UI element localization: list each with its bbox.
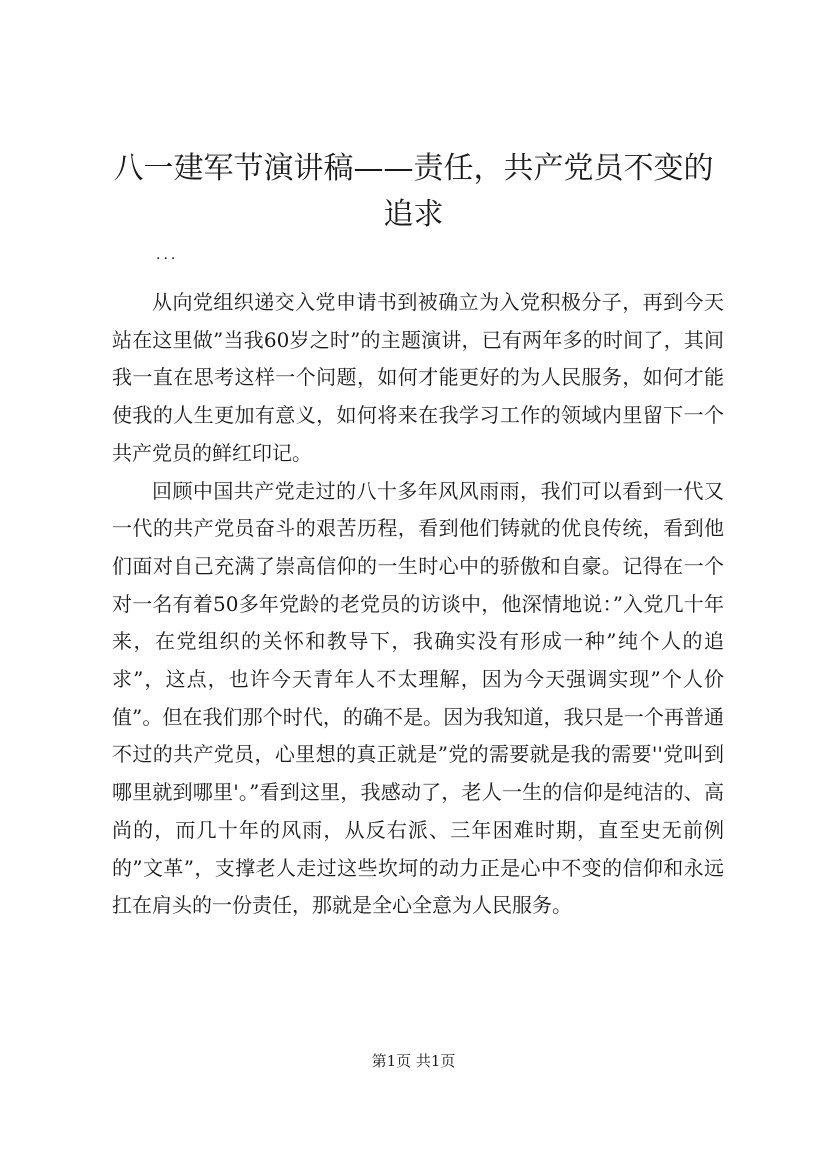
ellipsis-marker: ... bbox=[156, 247, 179, 263]
document-body bbox=[112, 284, 724, 925]
title-line-1: 八一建军节演讲稿——责任，共产党员不变的 bbox=[113, 151, 714, 186]
document-title bbox=[100, 146, 727, 238]
paragraph-2: 回顾中国共产党走过的八十多年风风雨雨，我们可以看到一代又一代的共产党员奋斗的艰苦历程，看到他们铸就的优良传统，看到他们面对自己充满了崇高信仰的一生时心中的骄傲和自豪。记得在一个对一名有着50多年党龄的老党员的访谈中，他深情地说：”入党几十年来，在党组织的关怀和教导下，我确实没有形成一种”纯个人的追求”，这点，也许今天青年人不太理解，因为今天强调实现”个人价值”。但在我们那个时代，的确不是。因为我知道，我只是一个再普通不过的共产党员，心里想的真正就是”党的需要就是我的需要''党叫到哪里就到哪里'。”看到这里，我感动了，老人一生的信仰是纯洁的、高尚的，而几十年的风雨，从反右派、三年困难时期，直至史无前例的”文革”，支撑老人走过这些坎坷的动力正是心中不变的信仰和永远扛在肩头的一份责任，那就是全心全意为人民服务。 bbox=[112, 478, 724, 918]
page-footer bbox=[0, 1051, 827, 1071]
page-number-label: 第1页 共1页 bbox=[371, 1052, 456, 1070]
title-line-2: 追求 bbox=[383, 197, 444, 232]
paragraph-1: 从向党组织递交入党申请书到被确立为入党积极分子，再到今天站在这里做”当我60岁之时”的主题演讲，已有两年多的时间了，其间我一直在思考这样一个问题，如何才能更好的为人民服务，如何才能使我的人生更加有意义，如何将来在我学习工作的领域内里留下一个共产党员的鲜红印记。 bbox=[112, 290, 724, 465]
